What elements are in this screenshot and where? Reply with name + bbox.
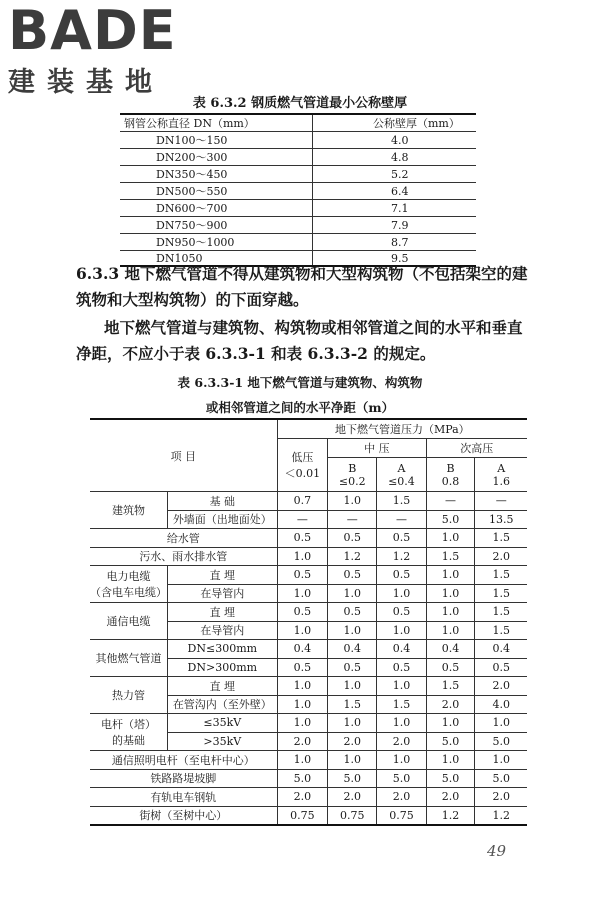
group-other-gas: 其他燃气管道 (90, 640, 168, 677)
header-high-b-value: 0.8 (441, 474, 460, 488)
cell-value: 1.0 (377, 584, 426, 603)
row-label: 污水、雨水排水管 (90, 547, 277, 566)
cell-value: 2.0 (475, 677, 527, 696)
cell-value: 0.7 (277, 492, 327, 511)
cell-value: 0.5 (328, 529, 377, 548)
cell-value: 0.5 (277, 658, 327, 677)
cell-value: 1.5 (377, 492, 426, 511)
cell-value: — (328, 510, 377, 529)
cell-value: 1.0 (328, 714, 377, 733)
cell-thickness: 7.1 (313, 200, 477, 217)
cell-value: — (426, 492, 475, 511)
cell-value: 0.5 (277, 603, 327, 622)
header-high-b-label: B (446, 461, 455, 475)
cell-value: 5.0 (328, 769, 377, 788)
cell-thickness: 4.0 (313, 132, 477, 149)
row-label: ≤35kV (168, 714, 278, 733)
cell-value: 5.0 (475, 769, 527, 788)
header-mid-a-value: ≤0.4 (388, 474, 415, 488)
group-pole-foundation (90, 714, 168, 751)
cell-value: 1.2 (426, 806, 475, 825)
row-label: 基 础 (168, 492, 278, 511)
table-row (120, 200, 476, 217)
table-row (90, 751, 527, 770)
header-mid-b-value: ≤0.2 (338, 474, 366, 488)
table-row (90, 603, 527, 622)
cell-value: 2.0 (377, 732, 426, 751)
cell-value: 0.5 (328, 658, 377, 677)
cell-value: 2.0 (426, 695, 475, 714)
table2-caption-line1: 表 6.3.3-1 地下燃气管道与建筑物、构筑物 (177, 375, 423, 390)
cell-value: 2.0 (277, 788, 327, 807)
cell-value: 0.4 (475, 640, 527, 659)
group-power-line2: （含电车电缆） (90, 586, 167, 599)
cell-value: 0.75 (328, 806, 377, 825)
cell-value: 1.0 (277, 714, 327, 733)
cell-value: 1.0 (475, 751, 527, 770)
cell-value: 0.4 (377, 640, 426, 659)
cell-thickness: 9.5 (313, 251, 477, 267)
cell-thickness: 4.8 (313, 149, 477, 166)
header-high-a-value: 1.6 (492, 474, 510, 488)
wall-thickness-table (120, 113, 476, 267)
row-label: 在管沟内（至外壁） (168, 695, 278, 714)
cell-value: 5.0 (475, 732, 527, 751)
cell-value: 5.0 (426, 769, 475, 788)
cell-value: 1.0 (426, 621, 475, 640)
row-label: DN≤300mm (168, 640, 278, 659)
table-row (90, 529, 527, 548)
cell-value: 0.5 (328, 603, 377, 622)
brand-logo (8, 0, 177, 99)
cell-value: 1.0 (426, 584, 475, 603)
row-label: DN>300mm (168, 658, 278, 677)
cell-diameter: DN600～700 (120, 200, 313, 217)
cell-value: 1.5 (475, 566, 527, 585)
cell-value: 2.0 (328, 732, 377, 751)
table-row (90, 788, 527, 807)
table-header-row (120, 114, 476, 132)
table-row (120, 217, 476, 234)
cell-value: 1.0 (277, 584, 327, 603)
group-power-cable (90, 566, 168, 603)
cell-value: 1.0 (277, 547, 327, 566)
row-label: 有轨电车钢轨 (90, 788, 277, 807)
cell-value: 1.0 (328, 621, 377, 640)
clause-6-3-3-text: 6.3.3 地下燃气管道不得从建筑物和大型构筑物（不包括架空的建筑物和大型构筑物）的下面穿越。 (76, 264, 528, 309)
header-medium-pressure: 中 压 (328, 439, 426, 458)
cell-thickness: 8.7 (313, 234, 477, 251)
header-high-a-label: A (497, 461, 506, 475)
cell-value: 1.0 (426, 714, 475, 733)
clause-distance-text: 地下燃气管道与建筑物、构筑物或相邻管道之间的水平和垂直净距，不应小于表 6.3.3-1 和表 6.3.3-2 的规定。 (76, 318, 523, 363)
cell-thickness: 5.2 (313, 166, 477, 183)
cell-value: 1.0 (426, 566, 475, 585)
cell-value: 1.5 (328, 695, 377, 714)
row-label: 外墙面（出地面处） (168, 510, 278, 529)
cell-value: — (277, 510, 327, 529)
cell-diameter: DN950～1000 (120, 234, 313, 251)
horizontal-distance-table (90, 418, 527, 826)
cell-value: 1.0 (328, 677, 377, 696)
row-label: 通信照明电杆（至电杆中心） (90, 751, 277, 770)
cell-value: — (377, 510, 426, 529)
table-row (90, 769, 527, 788)
cell-value: 1.2 (377, 547, 426, 566)
header-mid-a-label: A (397, 461, 406, 475)
group-power-line1: 电力电缆 (106, 570, 151, 583)
table-row (90, 640, 527, 659)
cell-value: 1.5 (475, 603, 527, 622)
header-mid-a (377, 458, 426, 492)
cell-value: 0.5 (377, 603, 426, 622)
header-high-a (475, 458, 527, 492)
cell-value: 5.0 (426, 732, 475, 751)
header-high-b (426, 458, 475, 492)
cell-value: 1.2 (328, 547, 377, 566)
table-row (120, 132, 476, 149)
cell-value: 0.4 (426, 640, 475, 659)
table-row (90, 566, 527, 585)
cell-value: 0.4 (328, 640, 377, 659)
cell-value: 1.5 (475, 584, 527, 603)
cell-diameter: DN750～900 (120, 217, 313, 234)
cell-value: 0.4 (277, 640, 327, 659)
table-row (90, 806, 527, 825)
header-high-pressure: 次高压 (426, 439, 527, 458)
row-label: 直 埋 (168, 566, 278, 585)
table-row (90, 677, 527, 696)
cell-value: 2.0 (377, 788, 426, 807)
cell-value: 1.0 (377, 677, 426, 696)
cell-value: 1.5 (426, 547, 475, 566)
cell-value: 2.0 (475, 547, 527, 566)
cell-thickness: 6.4 (313, 183, 477, 200)
row-label: 给水管 (90, 529, 277, 548)
cell-diameter: DN100～150 (120, 132, 313, 149)
cell-value: 1.0 (277, 677, 327, 696)
cell-value: 1.2 (475, 806, 527, 825)
cell-value: 0.5 (328, 566, 377, 585)
cell-diameter: DN350～450 (120, 166, 313, 183)
cell-value: 0.5 (426, 658, 475, 677)
header-low-label: 低压 (291, 451, 314, 464)
table-row (120, 149, 476, 166)
cell-value: 0.75 (377, 806, 426, 825)
cell-value: 1.0 (377, 714, 426, 733)
cell-diameter: DN1050 (120, 251, 313, 267)
logo-subtitle: 建装基地 (8, 67, 164, 98)
cell-value: 0.5 (475, 658, 527, 677)
table-row (90, 492, 527, 511)
logo-wordmark: BADE (8, 0, 177, 62)
table-row (120, 234, 476, 251)
cell-value: 1.5 (475, 529, 527, 548)
cell-thickness: 7.9 (313, 217, 477, 234)
row-label: >35kV (168, 732, 278, 751)
group-comm-cable: 通信电缆 (90, 603, 168, 640)
table2-caption-line2: 或相邻管道之间的水平净距（m） (205, 400, 395, 415)
cell-diameter: DN200～300 (120, 149, 313, 166)
row-label: 直 埋 (168, 677, 278, 696)
cell-value: 1.0 (377, 621, 426, 640)
cell-value: 13.5 (475, 510, 527, 529)
header-pressure: 地下燃气管道压力（MPa） (277, 419, 527, 439)
cell-value: 1.0 (277, 695, 327, 714)
cell-value: 1.0 (426, 751, 475, 770)
header-thickness: 公称壁厚（mm） (373, 117, 460, 130)
cell-value: 1.0 (475, 714, 527, 733)
cell-value: 1.0 (277, 621, 327, 640)
cell-value: 0.5 (277, 566, 327, 585)
cell-value: 0.5 (377, 529, 426, 548)
header-mid-b (328, 458, 377, 492)
cell-value: 1.5 (426, 677, 475, 696)
cell-value: 0.5 (377, 658, 426, 677)
cell-value: 1.0 (277, 751, 327, 770)
group-heat-pipe: 热力管 (90, 677, 168, 714)
table-row (120, 166, 476, 183)
cell-value: 0.5 (377, 566, 426, 585)
cell-value: 1.0 (328, 492, 377, 511)
table-header-row (90, 419, 527, 439)
cell-value: 2.0 (426, 788, 475, 807)
cell-value: 1.0 (426, 529, 475, 548)
cell-value: 1.5 (377, 695, 426, 714)
cell-value: 1.0 (328, 751, 377, 770)
cell-value: 1.0 (426, 603, 475, 622)
row-label: 街树（至树中心） (90, 806, 277, 825)
cell-value: 2.0 (475, 788, 527, 807)
row-label: 在导管内 (168, 584, 278, 603)
table1-caption: 表 6.3.2 钢质燃气管道最小公称壁厚 (192, 96, 408, 111)
header-diameter: 钢管公称直径 DN（mm） (120, 114, 313, 132)
cell-value: 1.0 (328, 584, 377, 603)
header-mid-b-label: B (348, 461, 357, 475)
cell-value: — (475, 492, 527, 511)
group-building: 建筑物 (90, 492, 168, 529)
cell-value: 1.0 (377, 751, 426, 770)
cell-value: 2.0 (328, 788, 377, 807)
row-label: 直 埋 (168, 603, 278, 622)
cell-value: 5.0 (426, 510, 475, 529)
page-number: 49 (487, 842, 507, 860)
cell-value: 0.75 (277, 806, 327, 825)
cell-value: 4.0 (475, 695, 527, 714)
table-row (90, 547, 527, 566)
cell-value: 5.0 (377, 769, 426, 788)
cell-diameter: DN500～550 (120, 183, 313, 200)
cell-value: 5.0 (277, 769, 327, 788)
cell-value: 0.5 (277, 529, 327, 548)
cell-value: 2.0 (277, 732, 327, 751)
header-low-pressure (277, 439, 327, 492)
header-low-value: ＜0.01 (284, 467, 321, 480)
table-row (120, 183, 476, 200)
row-label: 在导管内 (168, 621, 278, 640)
header-item: 项 目 (90, 419, 277, 492)
row-label: 铁路路堤坡脚 (90, 769, 277, 788)
cell-value: 1.5 (475, 621, 527, 640)
table-row (90, 714, 527, 733)
group-pole-line1: 电杆（塔） (101, 718, 156, 731)
group-pole-line2: 的基础 (112, 734, 145, 747)
